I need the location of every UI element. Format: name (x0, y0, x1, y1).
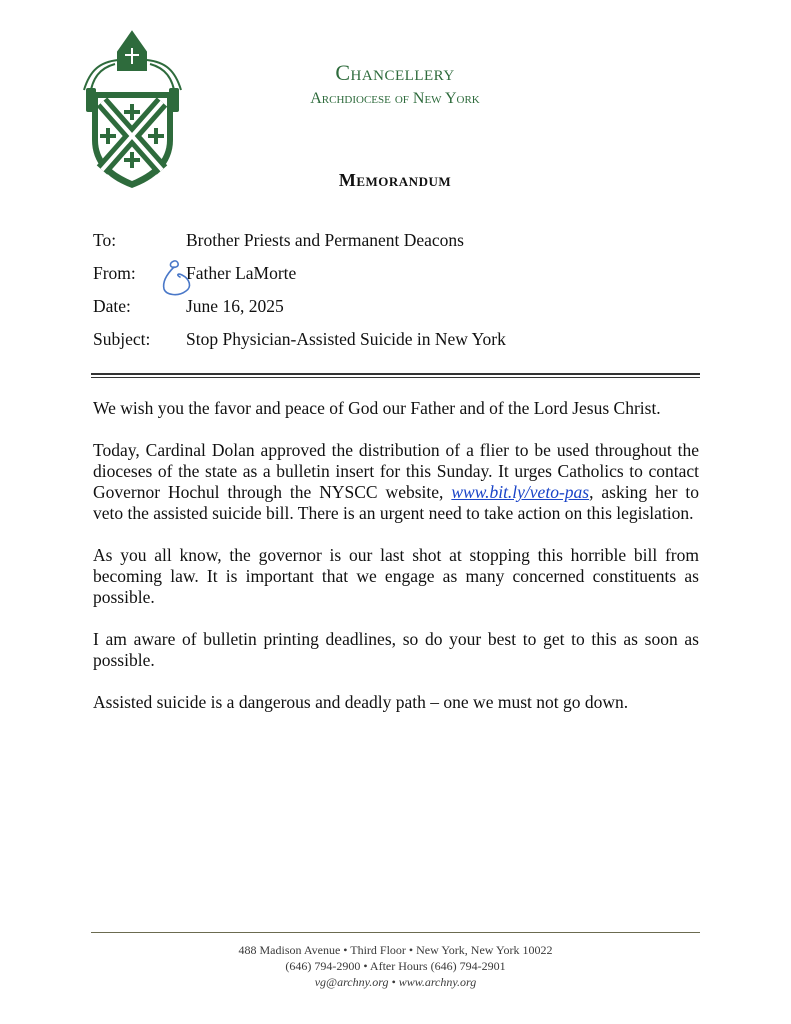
body-paragraph-2-end: , asking her to veto the assisted suicide bill. There is an urgent need to take action on this legislation. (93, 482, 699, 523)
subject-label: Subject: (93, 329, 151, 349)
date-label: Date: (93, 296, 131, 316)
body-paragraph-2 (93, 440, 699, 524)
org-title: Chancellery (335, 60, 455, 85)
body-paragraph-2-start: Today, Cardinal Dolan approved the distribution of a flier to be used throughout the dioceses of the state as a bulletin insert for this Sunday. It urges Catholics to contact Governor Hochul through the NYSCC website, (93, 440, 699, 502)
body-paragraph-5: Assisted suicide is a dangerous and deadly path – one we must not go down. (93, 692, 629, 712)
memo-body (93, 398, 699, 734)
footer-contact: vg@archny.org • www.archny.org (314, 975, 477, 989)
date-value: June 16, 2025 (186, 296, 284, 316)
memo-to-row (93, 232, 699, 252)
body-paragraph-3: As you all know, the governor is our last shot at stopping this horrible bill from becoming law. It is important that we engage as many concerned constituents as possible. (93, 545, 699, 607)
archdiocese-crest-logo (70, 30, 195, 190)
to-label: To: (93, 230, 117, 250)
memo-date-row (93, 298, 699, 318)
subject-value: Stop Physician-Assisted Suicide in New York (186, 329, 506, 349)
memo-title: Memorandum (338, 170, 452, 190)
memo-subject-row (93, 331, 699, 351)
footer-address: 488 Madison Avenue • Third Floor • New York, New York 10022 (238, 943, 553, 957)
to-value: Brother Priests and Permanent Deacons (186, 230, 464, 250)
body-paragraph-4: I am aware of bulletin printing deadlines, so do your best to get to this as soon as possible. (93, 629, 699, 670)
from-value: Father LaMorte (186, 263, 297, 283)
footer-divider (91, 932, 700, 933)
handwritten-initials-signature (160, 257, 196, 297)
header-divider-thick (91, 373, 700, 375)
org-subtitle: Archdiocese of New York (310, 90, 480, 107)
from-label: From: (93, 263, 136, 283)
body-paragraph-1: We wish you the favor and peace of God our Father and of the Lord Jesus Christ. (93, 398, 661, 418)
footer-phone: (646) 794-2900 • After Hours (646) 794-2901 (285, 959, 506, 973)
veto-pas-link[interactable]: www.bit.ly/veto-pas (451, 482, 590, 502)
header-divider-thin (91, 377, 700, 378)
